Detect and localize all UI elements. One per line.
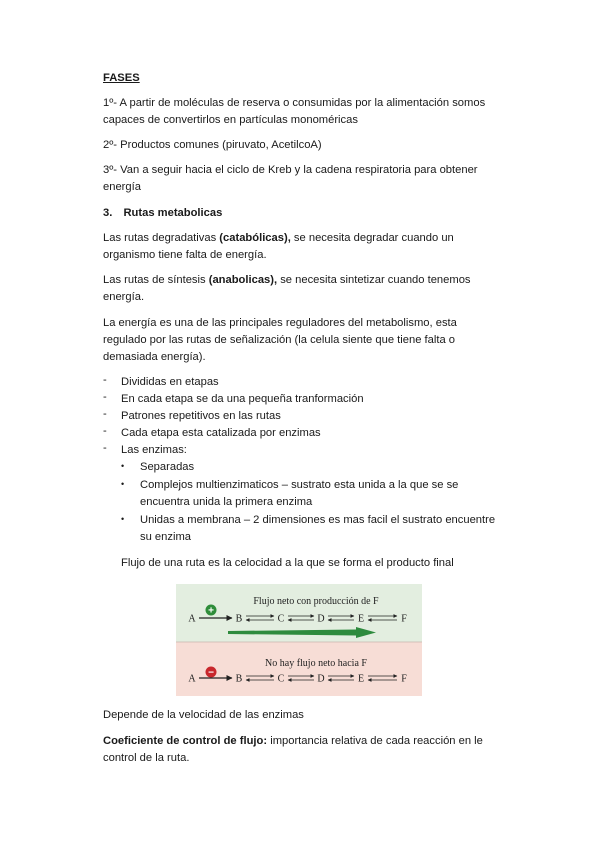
phase3-line2: energía [103, 181, 141, 193]
top-title: Flujo neto con producción de F [253, 596, 379, 607]
p1-line2: organismo tiene falta de energía. [103, 249, 267, 261]
metabolite-F: F [401, 673, 407, 685]
sub-list-item-cont: encuentra unida la primera enzima [140, 496, 313, 508]
p2-pre: Las rutas de síntesis [103, 274, 209, 286]
p3-line1: La energía es una de las principales reguladores del metabolismo, esta [103, 317, 457, 329]
metabolite-C: C [277, 673, 285, 685]
coef-post: importancia relativa de cada reacción en le [267, 735, 483, 747]
list-item: Cada etapa esta catalizada por enzimas [121, 427, 321, 439]
section3-heading [103, 205, 222, 222]
bottom-title: No hay flujo neto hacia F [265, 658, 367, 669]
p1-post: se necesita degradar cuando un [290, 232, 454, 244]
p2-bold: (anabolicas), [208, 274, 278, 286]
phase2: 2º- Productos comunes (piruvato, AcetilcoA) [103, 139, 322, 151]
p2-line1 [103, 272, 471, 289]
section3-title: Rutas metabolicas [123, 207, 223, 219]
sub-list-item: Unidas a membrana – 2 dimensiones es mas facil el sustrato encuentre [140, 514, 496, 526]
metabolite-B: B [235, 613, 243, 625]
sub-list-item: Separadas [140, 461, 195, 473]
list-item: Patrones repetitivos en las rutas [121, 410, 281, 422]
p1-line1 [103, 230, 454, 247]
dash-marker: - [103, 408, 107, 420]
p1-pre: Las rutas degradativas [103, 232, 220, 244]
dash-marker: - [103, 374, 107, 386]
coef-line1 [103, 733, 483, 750]
metabolite-B: B [235, 673, 243, 685]
p3-line3: demasiada energía). [103, 351, 206, 363]
dash-marker: - [103, 442, 107, 454]
metabolite-E: E [357, 673, 365, 685]
plus-sign: + [208, 605, 214, 617]
phase1-line2: capaces de convertirlos en partículas monoméricas [103, 114, 358, 126]
dash-marker: - [103, 425, 107, 437]
metabolite-C: C [277, 613, 285, 625]
p2-line2: energía. [103, 291, 145, 303]
list-item: Divididas en etapas [121, 376, 219, 388]
list-item: Las enzimas: [121, 444, 187, 456]
heading-fases: FASES [103, 72, 140, 84]
phase3-line1: 3º- Van a seguir hacia el ciclo de Kreb y la cadena respiratoria para obtener [103, 164, 478, 176]
metabolite-D: D [317, 613, 325, 625]
list-item: En cada etapa se da una pequeña tranformación [121, 393, 364, 405]
p3-line2: regulado por las rutas de señalización (la celula siente que tiene falta o [103, 334, 456, 346]
flujo-text: Flujo de una ruta es la celocidad a la que se forma el producto final [121, 557, 454, 569]
metabolite-A: A [188, 613, 196, 625]
section3-number: 3. [103, 207, 113, 219]
metabolite-D: D [317, 673, 325, 685]
phase1-line1: 1º- A partir de moléculas de reserva o consumidas por la alimentación somos [103, 97, 486, 109]
minus-sign: − [208, 667, 214, 679]
sub-list-item-cont: su enzima [140, 531, 191, 543]
bullet-marker: • [121, 461, 125, 471]
p2-post: se necesita sintetizar cuando tenemos [277, 274, 471, 286]
bullet-marker: • [121, 479, 125, 489]
coef-bold: Coeficiente de control de flujo: [103, 735, 268, 747]
metabolite-E: E [357, 613, 365, 625]
dash-marker: - [103, 391, 107, 403]
coef-line2: control de la ruta. [103, 752, 190, 764]
metabolite-F: F [401, 613, 407, 625]
metabolite-A: A [188, 673, 196, 685]
sub-list-item: Complejos multienzimaticos – sustrato esta unida a la que se se [140, 479, 459, 491]
flux-figure [176, 584, 422, 696]
depende-text: Depende de la velocidad de las enzimas [103, 709, 304, 721]
p1-bold: (catabólicas), [219, 232, 291, 244]
bullet-marker: • [121, 514, 125, 524]
